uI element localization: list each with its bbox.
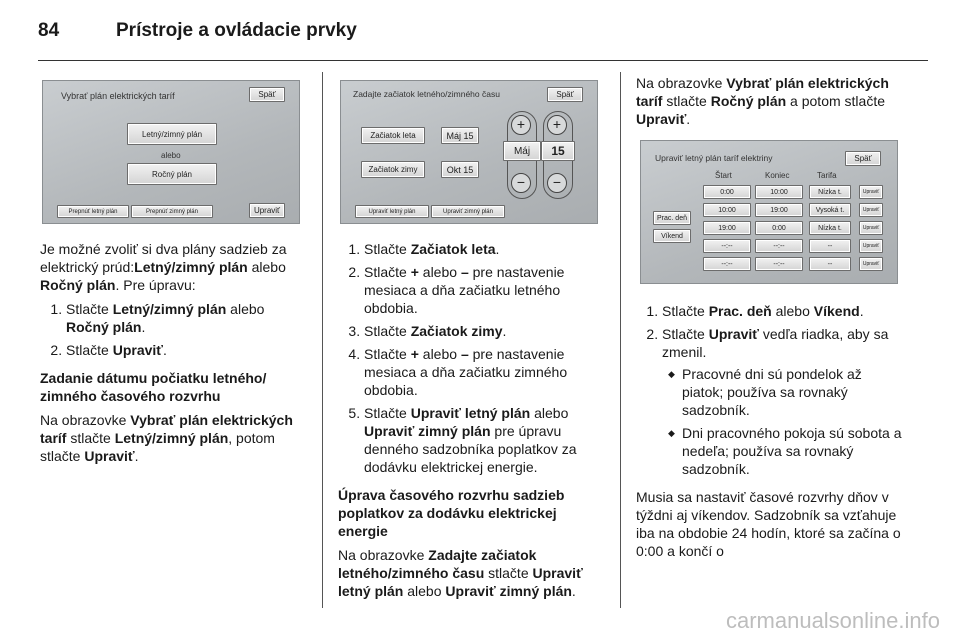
tariff-column-header: Tarifa xyxy=(817,171,837,180)
or-label: alebo xyxy=(161,151,181,160)
watermark: carmanualsonline.info xyxy=(725,608,940,633)
paragraph xyxy=(40,411,308,465)
row-end-time: 0:00 xyxy=(755,221,803,235)
winter-start-button[interactable]: Začiatok zimy xyxy=(361,161,425,178)
text: Na obrazovke xyxy=(40,412,131,428)
text: Stlačte xyxy=(66,342,113,358)
text-bold: + xyxy=(410,264,419,280)
step xyxy=(66,300,308,336)
text: alebo xyxy=(418,346,461,362)
edit-winter-plan-button[interactable]: Upraviť zimný plán xyxy=(431,205,505,218)
text: Stlačte xyxy=(662,326,709,342)
text-bold: Upraviť xyxy=(636,111,687,127)
row-tariff: Nízka t. xyxy=(809,185,851,199)
text-bold: Vybrať plán elektrických taríf xyxy=(40,412,293,446)
text: stlačte xyxy=(662,93,711,109)
screen-enter-season-start xyxy=(340,80,598,224)
text: alebo xyxy=(418,264,461,280)
steps-list xyxy=(40,300,308,359)
text: pre úpravu denného sadzobníka poplatkov za dodávku elektrickej energie. xyxy=(364,423,577,475)
column-1 xyxy=(40,240,308,471)
day-minus-button[interactable]: − xyxy=(547,173,567,193)
step xyxy=(364,322,606,340)
row-edit-button[interactable]: Upraviť xyxy=(859,203,883,217)
month-value: Máj xyxy=(503,141,541,161)
text: alebo xyxy=(530,405,569,421)
row-edit-button[interactable]: Upraviť xyxy=(859,239,883,253)
text-bold: Ročný plán xyxy=(66,319,142,335)
screen-title: Upraviť letný plán taríf elektriny xyxy=(655,153,773,163)
step xyxy=(66,341,308,359)
summer-winter-plan-button[interactable]: Letný/zimný plán xyxy=(127,123,217,145)
text-bold: Upraviť xyxy=(112,342,163,358)
text-bold: + xyxy=(410,346,419,362)
end-column-header: Koniec xyxy=(765,171,790,180)
intro-paragraph xyxy=(40,240,308,294)
bullet-item: ◆ Dni pracovného pokoja sú sobota a nedeľa; používa sa rovnaký sadzobník. xyxy=(682,424,904,478)
screen-select-tariff-plan xyxy=(42,80,300,224)
weekend-button[interactable]: Víkend xyxy=(653,229,691,243)
text-bold: – xyxy=(460,264,469,280)
column-3 xyxy=(636,74,904,134)
screen-title: Vybrať plán elektrických taríf xyxy=(61,91,175,101)
section-heading: Úprava časového rozvrhu sadzieb poplatkov za dodávku elektrickej energie xyxy=(338,487,565,539)
bullet-item: ◆ Pracovné dni sú pondelok až piatok; používa sa rovnaký sadzobník. xyxy=(682,365,904,419)
annual-plan-button[interactable]: Ročný plán xyxy=(127,163,217,185)
paragraph xyxy=(636,74,904,128)
text: vedľa riadka, aby sa zmenil. xyxy=(662,326,889,360)
switch-summer-plan-button[interactable]: Prepnúť letný plán xyxy=(57,205,129,218)
row-start-time: 19:00 xyxy=(703,221,751,235)
column-divider-1 xyxy=(322,72,323,608)
text: , potom stlačte xyxy=(40,430,275,464)
text-bold: Ročný plán xyxy=(40,277,116,293)
text: alebo xyxy=(247,259,286,275)
paragraph xyxy=(338,546,606,600)
row-tariff: -- xyxy=(809,257,851,271)
text: . xyxy=(686,111,691,127)
text: Stlačte xyxy=(364,346,411,362)
row-end-time: --:-- xyxy=(755,239,803,253)
text: Stlačte xyxy=(364,241,411,257)
text: . xyxy=(134,448,139,464)
text-bold: Upraviť xyxy=(708,326,759,342)
text-bold: – xyxy=(460,346,469,362)
month-plus-button[interactable]: + xyxy=(511,115,531,135)
text: pre nastavenie mesiaca a dňa začiatku zimného obdobia. xyxy=(364,346,568,398)
page-header xyxy=(38,16,928,46)
row-tariff: Nízka t. xyxy=(809,221,851,235)
text: alebo xyxy=(226,301,265,317)
text-bold: Ročný plán xyxy=(710,93,787,109)
row-start-time: --:-- xyxy=(703,239,751,253)
steps-list xyxy=(338,240,606,476)
text-bold: Prac. deň xyxy=(708,303,772,319)
bullet-list xyxy=(662,365,904,478)
paragraph: Musia sa nastaviť časové rozvrhy dňov v týždni aj víkendov. Sadzobník sa vzťahuje iba na obdobie 24 hodín, ktoré sa začína o 0:00 a končí o xyxy=(636,489,901,559)
text: . xyxy=(495,241,500,257)
row-start-time: 10:00 xyxy=(703,203,751,217)
back-button[interactable]: Späť xyxy=(249,87,285,102)
text-bold: Vybrať plán elektrických taríf xyxy=(636,75,889,109)
step xyxy=(662,302,904,320)
text: Stlačte xyxy=(662,303,709,319)
row-edit-button[interactable]: Upraviť xyxy=(859,221,883,235)
day-plus-button[interactable]: + xyxy=(547,115,567,135)
text: pre nastavenie mesiaca a dňa začiatku letného obdobia. xyxy=(364,264,565,316)
text-bold: Začiatok leta xyxy=(410,241,496,257)
text: . xyxy=(859,303,864,319)
steps-list xyxy=(636,302,904,478)
month-minus-button[interactable]: − xyxy=(511,173,531,193)
row-start-time: --:-- xyxy=(703,257,751,271)
text: stlačte xyxy=(66,430,115,446)
row-end-time: 19:00 xyxy=(755,203,803,217)
text-bold: Upraviť letný plán xyxy=(338,565,583,599)
text: alebo xyxy=(771,303,814,319)
column-3-lower xyxy=(636,302,904,566)
screen-title: Zadajte začiatok letného/zimného času xyxy=(353,89,500,99)
edit-summer-plan-button[interactable]: Upraviť letný plán xyxy=(355,205,429,218)
page-number: 84 xyxy=(38,20,60,41)
text: a potom stlačte xyxy=(786,93,885,109)
back-button[interactable]: Späť xyxy=(845,151,881,166)
step xyxy=(364,263,606,317)
row-tariff: -- xyxy=(809,239,851,253)
text-bold: Upraviť zimný plán xyxy=(364,423,491,439)
back-button[interactable]: Späť xyxy=(547,87,583,102)
column-2 xyxy=(338,240,606,606)
text: Stlačte xyxy=(66,301,113,317)
row-tariff: Vysoká t. xyxy=(809,203,851,217)
step xyxy=(364,404,606,476)
text-bold: Začiatok zimy xyxy=(410,323,503,339)
text: . xyxy=(502,323,507,339)
text-bold: Upraviť letný plán xyxy=(410,405,531,421)
workday-button[interactable]: Prac. deň xyxy=(653,211,691,225)
switch-winter-plan-button[interactable]: Prepnúť zimný plán xyxy=(131,205,213,218)
start-column-header: Štart xyxy=(715,171,732,180)
text-bold: Letný/zimný plán xyxy=(114,430,229,446)
row-end-time: 10:00 xyxy=(755,185,803,199)
step xyxy=(364,345,606,399)
step xyxy=(662,325,904,478)
text-bold: Letný/zimný plán xyxy=(112,301,227,317)
text: Na obrazovke xyxy=(338,547,429,563)
text: . xyxy=(162,342,167,358)
text: . xyxy=(141,319,146,335)
text: stlačte xyxy=(484,565,533,581)
step xyxy=(364,240,606,258)
text: Stlačte xyxy=(364,264,411,280)
text: Stlačte xyxy=(364,323,411,339)
text: Na obrazovke xyxy=(636,75,727,91)
text-bold: Upraviť zimný plán xyxy=(445,583,572,599)
text-bold: Letný/zimný plán xyxy=(134,259,248,275)
text: Stlačte xyxy=(364,405,411,421)
header-rule xyxy=(38,60,928,61)
row-end-time: --:-- xyxy=(755,257,803,271)
day-value: 15 xyxy=(541,141,575,161)
screen-edit-summer-tariff xyxy=(640,140,898,284)
summer-start-button[interactable]: Začiatok leta xyxy=(361,127,425,144)
summer-start-value: Máj 15 xyxy=(441,127,479,144)
text: . xyxy=(571,583,576,599)
page-title: Prístroje a ovládacie prvky xyxy=(116,20,357,41)
text: . Pre úpravu: xyxy=(115,277,196,293)
column-divider-2 xyxy=(620,72,621,608)
row-start-time: 0:00 xyxy=(703,185,751,199)
row-edit-button[interactable]: Upraviť xyxy=(859,257,883,271)
section-heading: Zadanie dátumu počiatku letného/ zimného časového rozvrhu xyxy=(40,370,267,404)
text-bold: Víkend xyxy=(813,303,860,319)
row-edit-button[interactable]: Upraviť xyxy=(859,185,883,199)
edit-button[interactable]: Upraviť xyxy=(249,203,285,218)
text-bold: Zadajte začiatok letného/zimného času xyxy=(338,547,537,581)
winter-start-value: Okt 15 xyxy=(441,161,479,178)
text: alebo xyxy=(403,583,446,599)
text: Je možné zvoliť si dva plány sadzieb za elektrický prúd: xyxy=(40,241,287,275)
text-bold: Upraviť xyxy=(84,448,135,464)
